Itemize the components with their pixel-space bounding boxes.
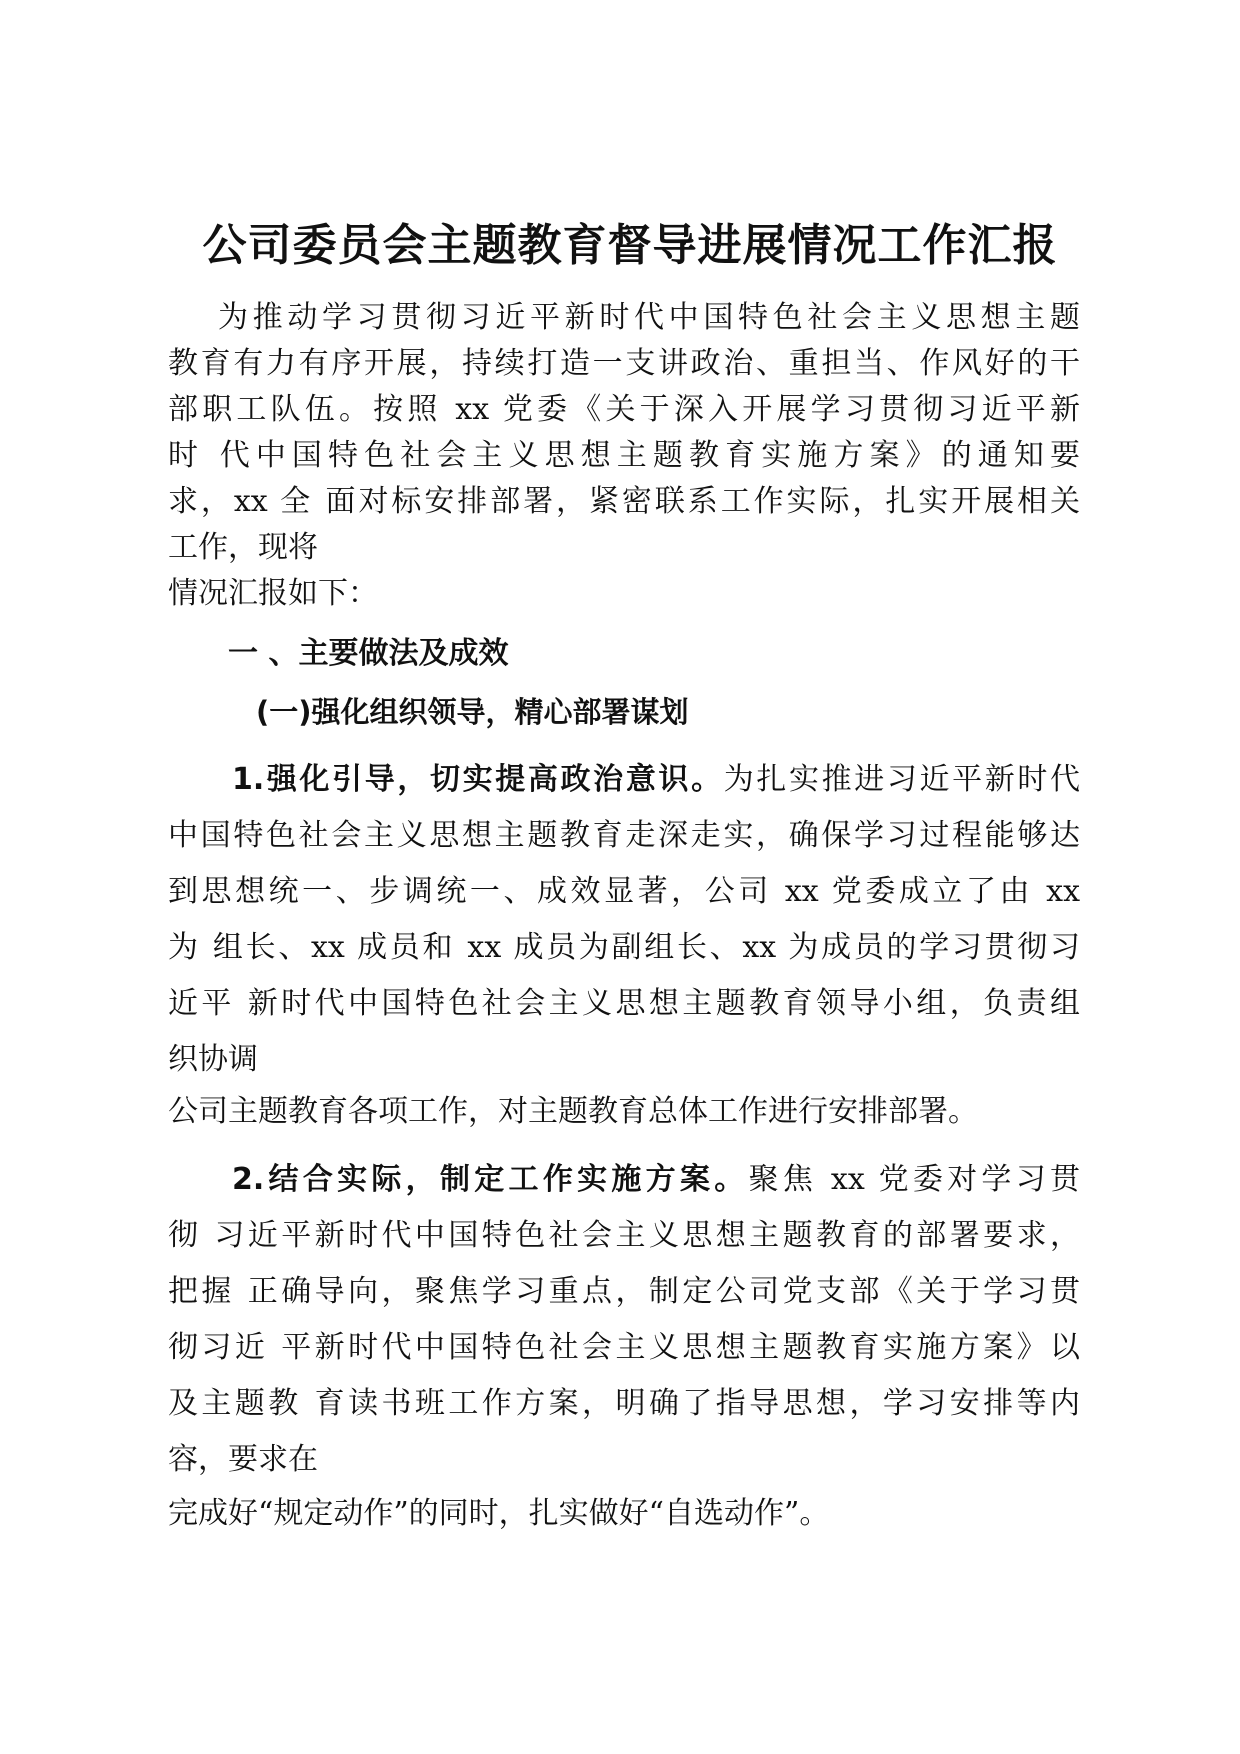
intro-line-3: 部职工队伍。按照 xx 党委《关于深入开展学习贯彻习近平新 xyxy=(168,392,1080,427)
intro-line-6: 工作，现将 xyxy=(168,530,318,565)
item2-lead: 2.结合实际，制定工作实施方案。 xyxy=(232,1162,749,1197)
item1-first-line-rest: 为扎实推进习近平新时代 xyxy=(723,762,1080,797)
section-heading: 一 、主要做法及成效 xyxy=(228,636,509,671)
item1-line-2: 中国特色社会主义思想主题教育走深走实，确保学习过程能够达 xyxy=(168,818,1080,853)
document-title: 公司委员会主题教育督导进展情况工作汇报 xyxy=(202,220,1058,271)
item1-line-3: 到思想统一、步调统一、成效显著，公司 xx 党委成立了由 xx xyxy=(168,874,1080,909)
item1-line-4: 为 组长、xx 成员和 xx 成员为副组长、xx 为成员的学习贯彻习 xyxy=(168,930,1080,965)
item2-first-line-rest: 聚焦 xx 党委对学习贯 xyxy=(748,1162,1080,1197)
intro-line-7: 情况汇报如下： xyxy=(168,576,378,611)
item1-line-6: 织协调 xyxy=(168,1042,258,1077)
item1-line-5: 近平 新时代中国特色社会主义思想主题教育领导小组，负责组 xyxy=(168,986,1080,1021)
subsection-heading: (一)强化组织领导，精心部署谋划 xyxy=(256,695,689,729)
intro-line-1: 为推动学习贯彻习近平新时代中国特色社会主义思想主题 xyxy=(218,300,1080,335)
item2-line-5: 及主题教 育读书班工作方案，明确了指导思想，学习安排等内 xyxy=(168,1386,1080,1421)
item2-line-2: 彻 习近平新时代中国特色社会主义思想主题教育的部署要求， xyxy=(168,1218,1080,1253)
item2-line-4: 彻习近 平新时代中国特色社会主义思想主题教育实施方案》以 xyxy=(168,1330,1080,1365)
item2-line-7: 完成好“规定动作”的同时，扎实做好“自选动作”。 xyxy=(168,1496,830,1531)
item1-first-line xyxy=(232,760,1080,800)
intro-line-2: 教育有力有序开展，持续打造一支讲政治、重担当、作风好的干 xyxy=(168,346,1080,381)
intro-line-4: 时 代中国特色社会主义思想主题教育实施方案》的通知要 xyxy=(168,438,1080,473)
item1-line-7: 公司主题教育各项工作，对主题教育总体工作进行安排部署。 xyxy=(168,1094,978,1129)
item2-line-3: 把握 正确导向，聚焦学习重点，制定公司党支部《关于学习贯 xyxy=(168,1274,1080,1309)
item1-lead: 1.强化引导，切实提高政治意识。 xyxy=(232,762,724,797)
item2-line-6: 容，要求在 xyxy=(168,1442,318,1477)
item2-first-line xyxy=(232,1160,1080,1200)
intro-line-5: 求，xx 全 面对标安排部署，紧密联系工作实际，扎实开展相关 xyxy=(168,484,1080,519)
